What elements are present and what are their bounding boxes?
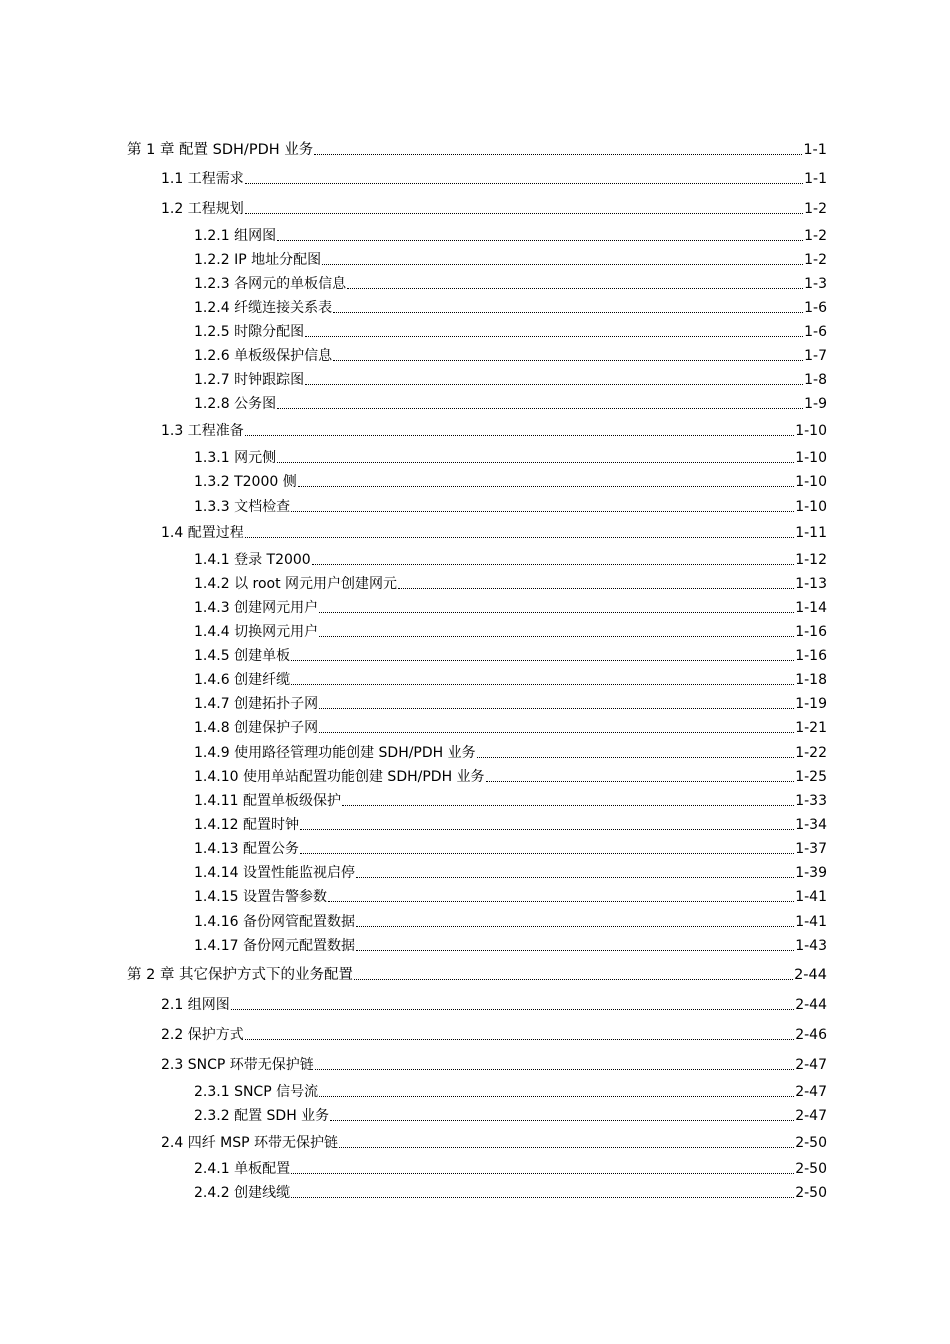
toc-entry-page: 1-1 [803, 142, 827, 158]
toc-entry-title: 2.4 四纤 MSP 环带无保护链 [161, 1135, 339, 1151]
toc-entry-subsection[interactable] [194, 937, 827, 955]
toc-entry-page: 1-10 [795, 474, 827, 490]
dot-leader [315, 1068, 794, 1070]
dot-leader [245, 536, 795, 538]
toc-entry-page: 1-18 [795, 672, 827, 688]
toc-entry-subsection[interactable] [194, 395, 827, 413]
toc-entry-section[interactable] [161, 996, 827, 1014]
toc-entry-subsection[interactable] [194, 371, 827, 389]
toc-entry-subsection[interactable] [194, 768, 827, 786]
toc-entry-page: 1-8 [804, 372, 827, 388]
toc-entry-title: 1.4.14 设置性能监视启停 [194, 865, 355, 881]
toc-entry-title: 1.3 工程准备 [161, 423, 244, 439]
toc-entry-section[interactable] [161, 1056, 827, 1074]
toc-entry-subsection[interactable] [194, 323, 827, 341]
toc-entry-subsection[interactable] [194, 671, 827, 689]
toc-entry-chapter[interactable] [127, 141, 827, 159]
toc-entry-subsection[interactable] [194, 744, 827, 762]
toc-entry-title: 2.1 组网图 [161, 997, 230, 1013]
toc-entry-subsection[interactable] [194, 1160, 827, 1178]
toc-entry-title: 1.4.10 使用单站配置功能创建 SDH/PDH 业务 [194, 769, 485, 785]
dot-leader [298, 485, 795, 487]
toc-entry-page: 1-12 [795, 552, 827, 568]
dot-leader [300, 852, 794, 854]
toc-entry-page: 1-10 [795, 499, 827, 515]
dot-leader [319, 611, 794, 613]
dot-leader [398, 587, 794, 589]
dot-leader [305, 383, 803, 385]
toc-entry-page: 1-41 [795, 889, 827, 905]
dot-leader [333, 311, 803, 313]
toc-entry-title: 1.4.1 登录 T2000 [194, 552, 311, 568]
dot-leader [356, 949, 794, 951]
dot-leader [291, 510, 794, 512]
toc-entry-subsection[interactable] [194, 1184, 827, 1202]
toc-entry-subsection[interactable] [194, 251, 827, 269]
dot-leader [342, 804, 794, 806]
toc-entry-title: 1.4.2 以 root 网元用户创建网元 [194, 576, 398, 592]
dot-leader [291, 683, 794, 685]
toc-entry-section[interactable] [161, 170, 827, 188]
dot-leader [291, 1172, 794, 1174]
toc-entry-subsection[interactable] [194, 473, 827, 491]
toc-entry-section[interactable] [161, 524, 827, 542]
toc-entry-page: 1-2 [804, 201, 827, 217]
toc-entry-title: 1.4.11 配置单板级保护 [194, 793, 341, 809]
toc-entry-title: 第 1 章 配置 SDH/PDH 业务 [127, 142, 314, 158]
toc-entry-subsection[interactable] [194, 1083, 827, 1101]
dot-leader [277, 407, 803, 409]
toc-entry-title: 1.2.8 公务图 [194, 396, 277, 412]
toc-entry-subsection[interactable] [194, 840, 827, 858]
dot-leader [354, 978, 793, 980]
toc-entry-page: 1-41 [795, 914, 827, 930]
toc-entry-page: 1-11 [795, 525, 827, 541]
toc-entry-subsection[interactable] [194, 888, 827, 906]
toc-entry-title: 2.4.1 单板配置 [194, 1161, 291, 1177]
dot-leader [328, 900, 794, 902]
dot-leader [333, 359, 803, 361]
toc-entry-title: 1.2.2 IP 地址分配图 [194, 252, 322, 268]
toc-entry-subsection[interactable] [194, 575, 827, 593]
dot-leader [291, 1196, 794, 1198]
dot-leader [486, 780, 795, 782]
toc-entry-title: 1.4 配置过程 [161, 525, 244, 541]
toc-entry-page: 2-50 [795, 1161, 827, 1177]
toc-entry-title: 1.1 工程需求 [161, 171, 244, 187]
toc-entry-title: 第 2 章 其它保护方式下的业务配置 [127, 967, 354, 983]
toc-entry-title: 1.2.5 时隙分配图 [194, 324, 305, 340]
dot-leader [245, 182, 803, 184]
toc-entry-subsection[interactable] [194, 719, 827, 737]
toc-entry-page: 1-14 [795, 600, 827, 616]
toc-entry-title: 1.2 工程规划 [161, 201, 244, 217]
toc-entry-page: 1-16 [795, 648, 827, 664]
toc-entry-title: 1.3.2 T2000 侧 [194, 474, 297, 490]
toc-entry-section[interactable] [161, 1026, 827, 1044]
toc-entry-page: 1-6 [804, 324, 827, 340]
toc-entry-title: 2.3.2 配置 SDH 业务 [194, 1108, 330, 1124]
toc-entry-page: 1-21 [795, 720, 827, 736]
toc-entry-section[interactable] [161, 200, 827, 218]
toc-entry-subsection[interactable] [194, 623, 827, 641]
dot-leader [245, 434, 795, 436]
toc-entry-page: 1-43 [795, 938, 827, 954]
toc-entry-page: 1-3 [804, 276, 827, 292]
toc-entry-title: 1.2.4 纤缆连接关系表 [194, 300, 333, 316]
toc-entry-page: 1-25 [795, 769, 827, 785]
toc-entry-subsection[interactable] [194, 347, 827, 365]
toc-entry-title: 1.4.4 切换网元用户 [194, 624, 319, 640]
toc-entry-subsection[interactable] [194, 816, 827, 834]
toc-entry-page: 1-2 [804, 228, 827, 244]
toc-entry-title: 1.3.1 网元侧 [194, 450, 277, 466]
toc-entry-subsection[interactable] [194, 498, 827, 516]
dot-leader [339, 1146, 794, 1148]
toc-entry-title: 1.4.5 创建单板 [194, 648, 291, 664]
dot-leader [314, 153, 802, 155]
toc-entry-subsection[interactable] [194, 275, 827, 293]
toc-entry-page: 1-16 [795, 624, 827, 640]
toc-entry-title: 2.4.2 创建线缆 [194, 1185, 291, 1201]
toc-entry-title: 1.2.3 各网元的单板信息 [194, 276, 347, 292]
toc-entry-title: 1.4.8 创建保护子网 [194, 720, 319, 736]
toc-entry-section[interactable] [161, 1134, 827, 1152]
dot-leader [477, 756, 795, 758]
toc-entry-page: 2-47 [795, 1057, 827, 1073]
dot-leader [347, 287, 803, 289]
toc-entry-subsection[interactable] [194, 647, 827, 665]
toc-entry-subsection[interactable] [194, 449, 827, 467]
toc-entry-page: 2-47 [795, 1108, 827, 1124]
toc-entry-page: 2-50 [795, 1135, 827, 1151]
toc-entry-page: 1-33 [795, 793, 827, 809]
toc-entry-chapter[interactable] [127, 966, 827, 984]
toc-entry-title: 2.3.1 SNCP 信号流 [194, 1084, 319, 1100]
toc-entry-title: 1.2.6 单板级保护信息 [194, 348, 333, 364]
dot-leader [245, 1038, 795, 1040]
toc-entry-title: 2.3 SNCP 环带无保护链 [161, 1057, 314, 1073]
toc-entry-page: 1-39 [795, 865, 827, 881]
toc-entry-subsection[interactable] [194, 299, 827, 317]
toc-entry-subsection[interactable] [194, 695, 827, 713]
toc-entry-page: 2-46 [795, 1027, 827, 1043]
toc-entry-page: 1-2 [804, 252, 827, 268]
dot-leader [356, 925, 794, 927]
dot-leader [277, 239, 803, 241]
dot-leader [319, 1095, 794, 1097]
toc-entry-title: 1.2.1 组网图 [194, 228, 277, 244]
toc-entry-page: 2-47 [795, 1084, 827, 1100]
dot-leader [319, 731, 794, 733]
toc-entry-page: 1-13 [795, 576, 827, 592]
toc-entry-subsection[interactable] [194, 551, 827, 569]
dot-leader [300, 828, 794, 830]
toc-entry-section[interactable] [161, 422, 827, 440]
toc-entry-title: 1.4.3 创建网元用户 [194, 600, 319, 616]
toc-entry-subsection[interactable] [194, 227, 827, 245]
dot-leader [245, 212, 803, 214]
toc-entry-title: 1.4.6 创建纤缆 [194, 672, 291, 688]
toc-entry-page: 1-37 [795, 841, 827, 857]
toc-entry-page: 2-50 [795, 1185, 827, 1201]
toc-entry-title: 1.4.7 创建拓扑子网 [194, 696, 319, 712]
toc-entry-title: 1.3.3 文档检查 [194, 499, 291, 515]
dot-leader [322, 263, 803, 265]
dot-leader [330, 1119, 794, 1121]
toc-entry-title: 1.4.17 备份网元配置数据 [194, 938, 355, 954]
dot-leader [231, 1008, 795, 1010]
toc-entry-title: 1.4.15 设置告警参数 [194, 889, 327, 905]
toc-entry-page: 1-1 [804, 171, 827, 187]
toc-entry-title: 2.2 保护方式 [161, 1027, 244, 1043]
toc-entry-subsection[interactable] [194, 1107, 827, 1125]
toc-entry-subsection[interactable] [194, 792, 827, 810]
toc-entry-title: 1.4.9 使用路径管理功能创建 SDH/PDH 业务 [194, 745, 476, 761]
toc-entry-page: 1-10 [795, 423, 827, 439]
toc-entry-page: 1-10 [795, 450, 827, 466]
toc-entry-title: 1.4.12 配置时钟 [194, 817, 299, 833]
toc-entry-title: 1.4.16 备份网管配置数据 [194, 914, 355, 930]
toc-entry-page: 2-44 [795, 997, 827, 1013]
dot-leader [305, 335, 803, 337]
dot-leader [319, 635, 794, 637]
toc-entry-page: 2-44 [794, 967, 827, 983]
dot-leader [291, 659, 794, 661]
dot-leader [319, 707, 794, 709]
toc-entry-subsection[interactable] [194, 864, 827, 882]
dot-leader [356, 876, 794, 878]
toc-entry-page: 1-34 [795, 817, 827, 833]
toc-entry-page: 1-7 [804, 348, 827, 364]
toc-entry-page: 1-19 [795, 696, 827, 712]
toc-entry-page: 1-22 [795, 745, 827, 761]
toc-entry-page: 1-9 [804, 396, 827, 412]
toc-entry-subsection[interactable] [194, 913, 827, 931]
toc-entry-title: 1.2.7 时钟跟踪图 [194, 372, 305, 388]
toc-entry-page: 1-6 [804, 300, 827, 316]
toc-entry-title: 1.4.13 配置公务 [194, 841, 299, 857]
dot-leader [277, 461, 794, 463]
dot-leader [312, 563, 795, 565]
toc-entry-subsection[interactable] [194, 599, 827, 617]
